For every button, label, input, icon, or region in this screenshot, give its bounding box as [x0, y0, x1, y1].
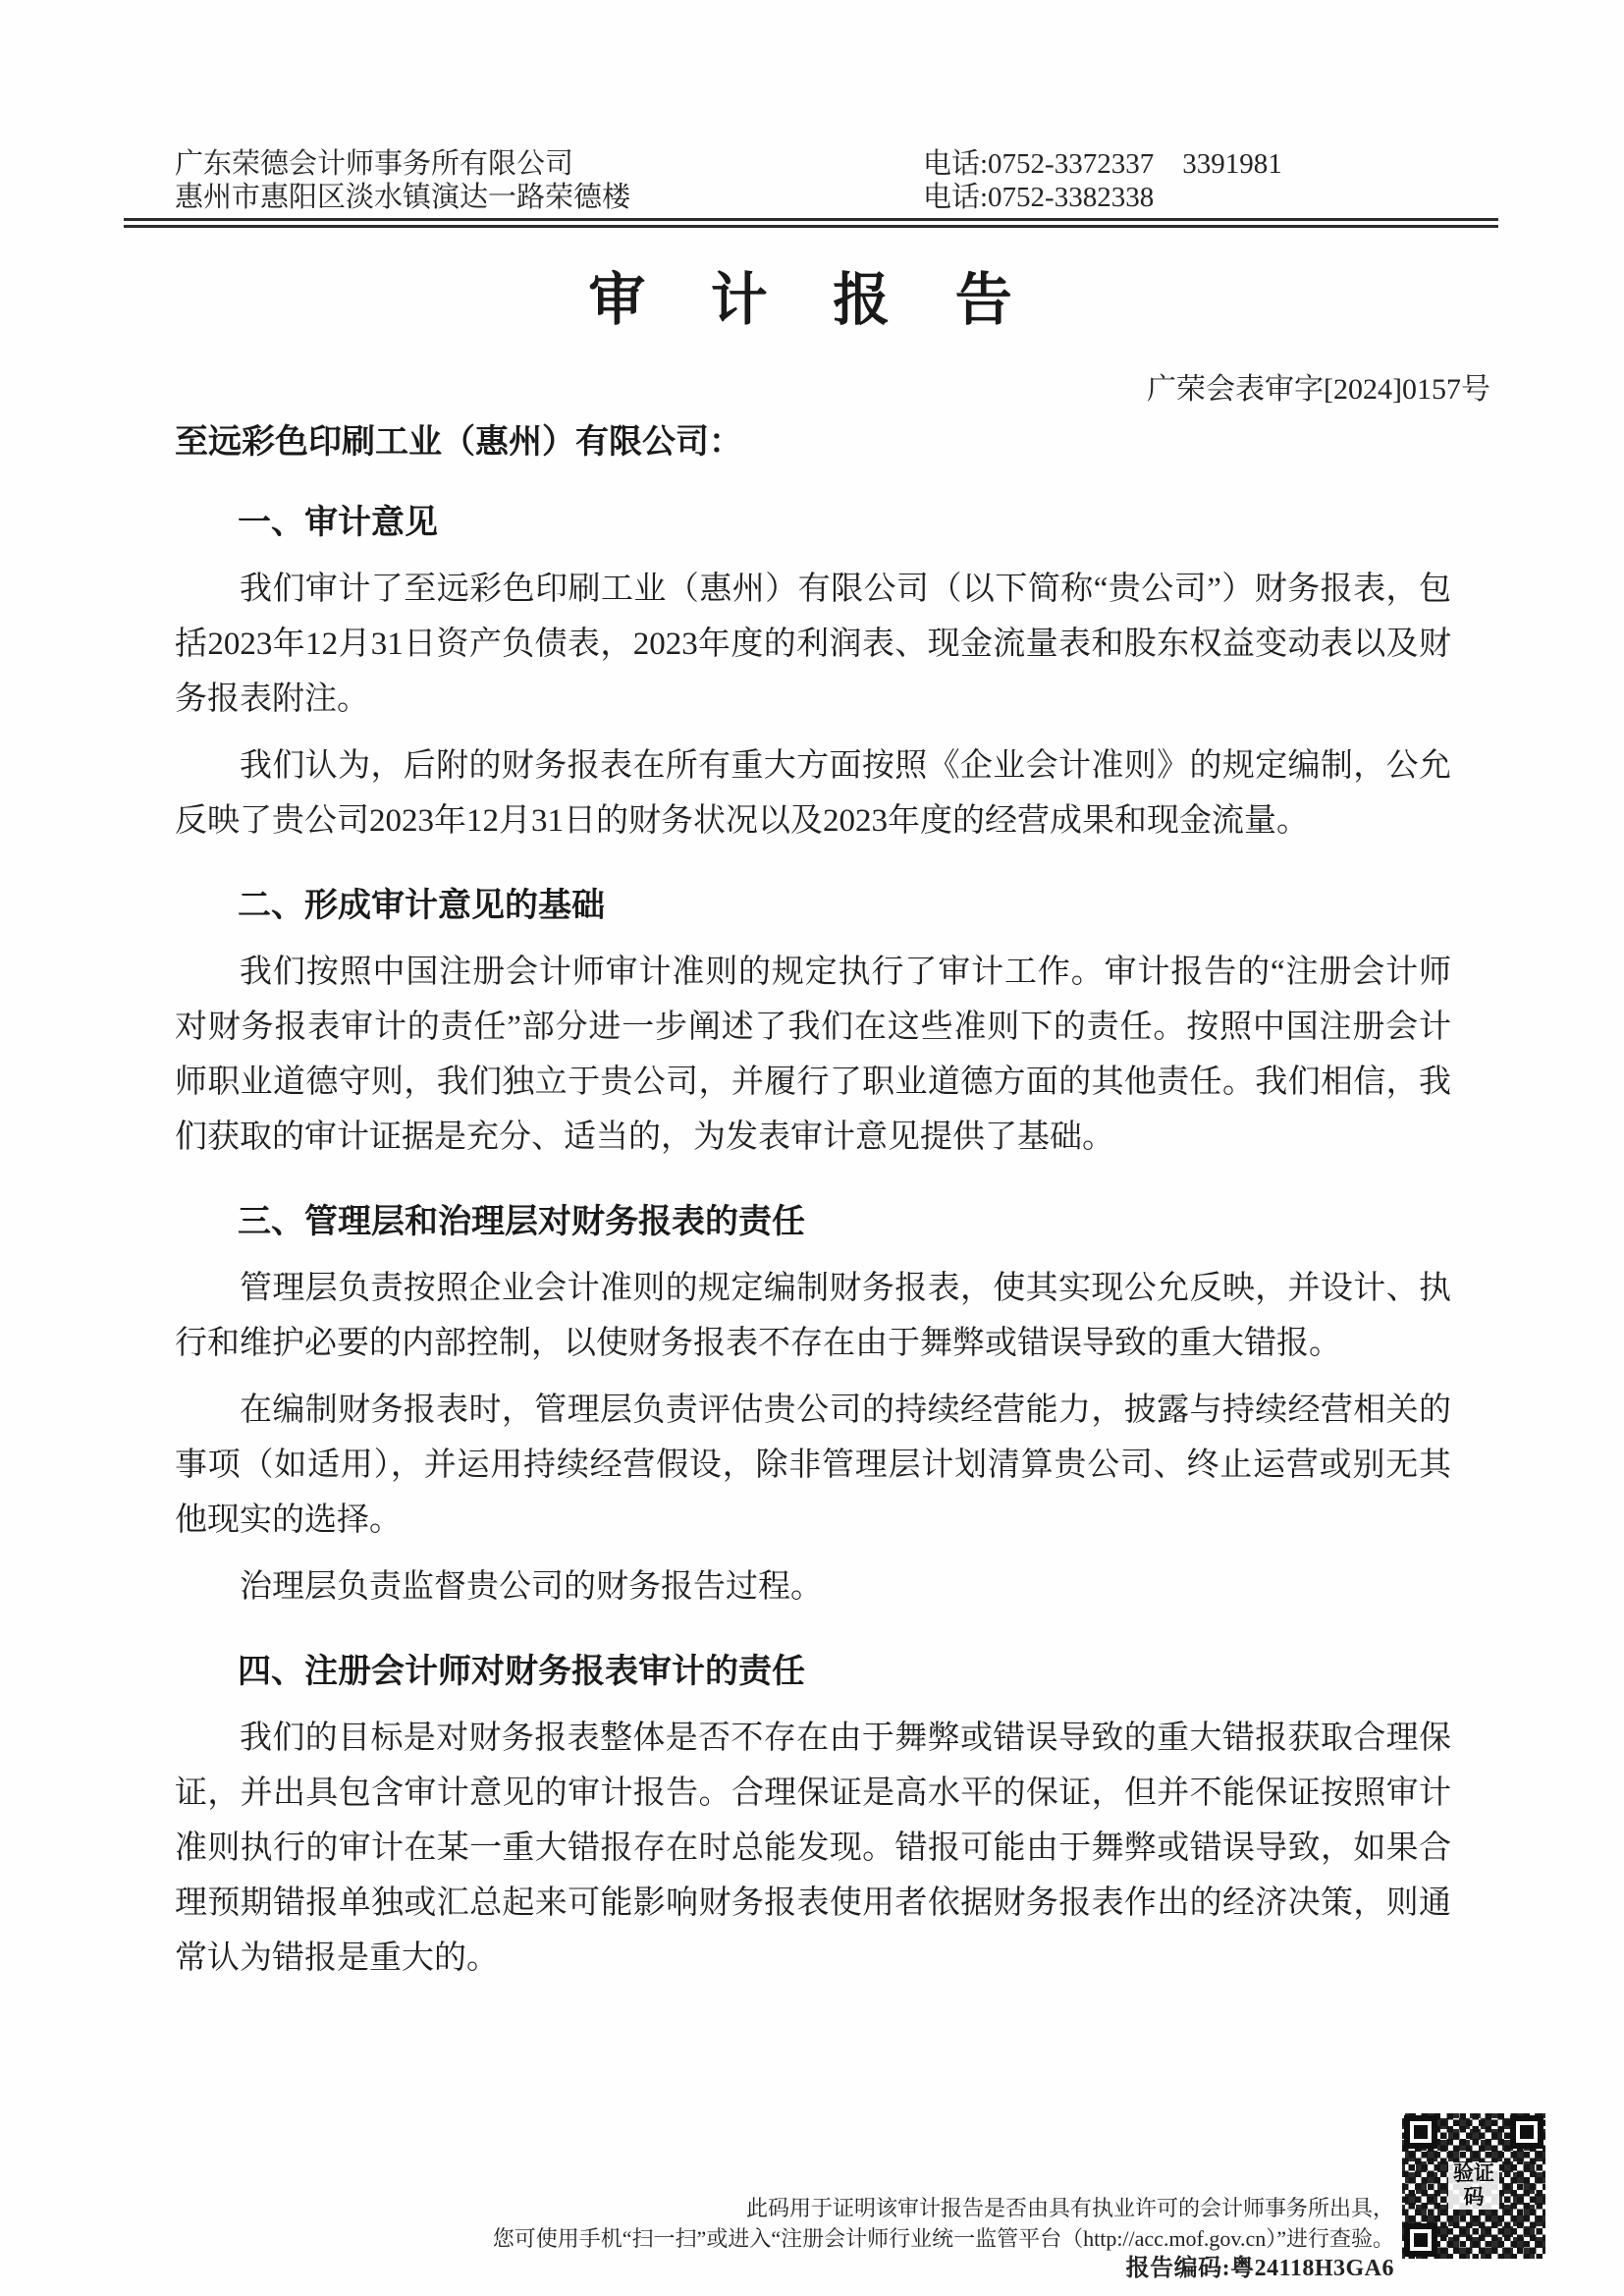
- section-heading: 三、管理层和治理层对财务报表的责任: [238, 1203, 805, 1240]
- section-heading: 二、形成审计意见的基础: [238, 887, 605, 924]
- phone-line-1: 电话:0752-3372337 3391981: [923, 148, 1282, 180]
- phone-line-2: 电话:0752-3382338: [923, 182, 1155, 213]
- addressee: 至远彩色印刷工业（惠州）有限公司：: [175, 423, 742, 461]
- report-code: 报告编码:粤24118H3GA6: [1125, 2256, 1394, 2281]
- qr-finder-bottom-left-icon: [1404, 2223, 1437, 2257]
- section-paragraph: 我们按照中国注册会计师审计准则的规定执行了审计工作。审计报告的“注册会计师对财务报表审计的责任”部分进一步阐述了我们在这些准则下的责任。按照中国注册会计师职业道德守则，我们独立于贵公司，并履行了职业道德方面的其他责任。我们相信，我们获取的审计证据是充分、适当的，为发表审计意见提供了基础。: [175, 955, 1451, 1155]
- footer-note-line-1: 此码用于证明该审计报告是否由具有执业许可的会计师事务所出具，: [745, 2196, 1394, 2220]
- letterhead-row-2: [175, 181, 1451, 214]
- footer-note-line-2: 您可使用手机“扫一扫”或进入“注册会计师行业统一监管平台（http://acc.mof.gov.cn）”进行查验。: [492, 2226, 1394, 2251]
- section-heading: 一、审计意见: [238, 504, 438, 541]
- section-heading: 四、注册会计师对财务报表审计的责任: [238, 1653, 805, 1690]
- qr-center-label: 验证码: [1448, 2162, 1499, 2210]
- firm-address: 惠州市惠阳区淡水镇演达一路荣德楼: [175, 182, 631, 213]
- header-divider: [124, 218, 1498, 228]
- section-paragraph: 我们审计了至远彩色印刷工业（惠州）有限公司（以下简称“贵公司”）财务报表，包括2023年12月31日资产负债表，2023年度的利润表、现金流量表和股东权益变动表以及财务报表附注。: [175, 572, 1451, 717]
- qr-finder-top-right-icon: [1510, 2115, 1543, 2149]
- document-content: [175, 147, 1490, 1997]
- section-paragraph: 在编制财务报表时，管理层负责评估贵公司的持续经营能力，披露与持续经营相关的事项（如适用），并运用持续经营假设，除非管理层计划清算贵公司、终止运营或别无其他现实的选择。: [175, 1393, 1451, 1538]
- qr-code: [1402, 2113, 1545, 2259]
- section-paragraph: 管理层负责按照企业会计准则的规定编制财务报表，使其实现公允反映，并设计、执行和维护必要的内部控制，以使财务报表不存在由于舞弊或错误导致的重大错报。: [175, 1271, 1451, 1361]
- qr-finder-top-left-icon: [1404, 2115, 1437, 2149]
- verification-note: [493, 2193, 1394, 2284]
- section-paragraph: 我们认为，后附的财务报表在所有重大方面按照《企业会计准则》的规定编制，公允反映了贵公司2023年12月31日的财务状况以及2023年度的经营成果和现金流量。: [175, 748, 1451, 839]
- reference-number: 广荣会表审字[2024]0157号: [1147, 373, 1490, 406]
- document-title: 审 计 报 告: [588, 268, 1038, 332]
- sections-container: [175, 495, 1451, 1986]
- firm-name: 广东荣德会计师事务所有限公司: [175, 148, 574, 180]
- letterhead-row-1: [175, 147, 1451, 181]
- section-paragraph: 我们的目标是对财务报表整体是否不存在由于舞弊或错误导致的重大错报获取合理保证，并出具包含审计意见的审计报告。合理保证是高水平的保证，但并不能保证按照审计准则执行的审计在某一重大错报存在时总能发现。错报可能由于舞弊或错误导致，如果合理预期错报单独或汇总起来可能影响财务报表使用者依据财务报表作出的经济决策，则通常认为错报是重大的。: [175, 1721, 1451, 1976]
- section-paragraph: 治理层负责监督贵公司的财务报告过程。: [240, 1569, 823, 1605]
